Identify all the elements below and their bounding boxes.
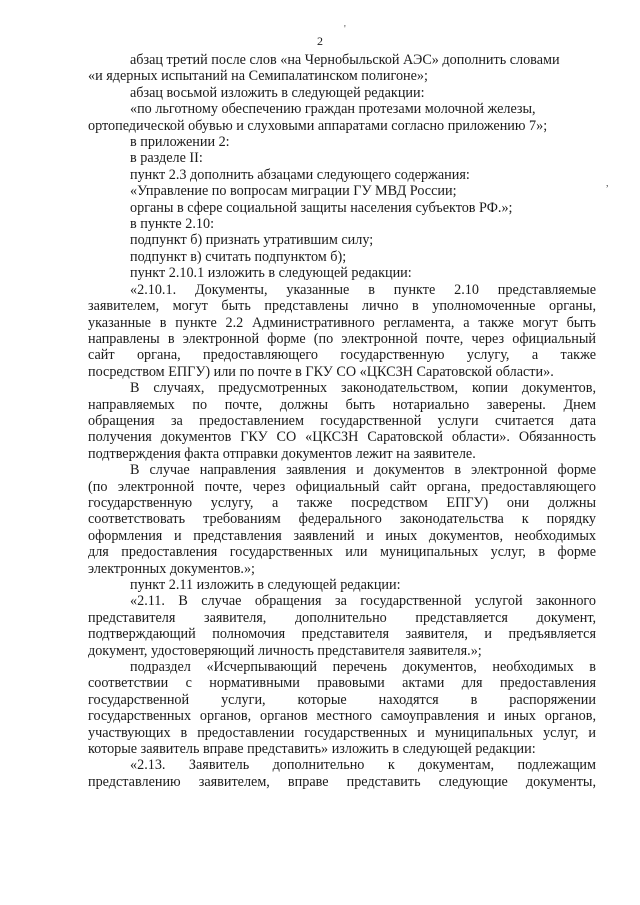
text-line: государственную услугу, а также посредством ЕПГУ) они должны (88, 494, 596, 511)
text-line: для предоставления государственных или муниципальных услуг, в форме (88, 544, 596, 561)
text-line: представителя заявителя, дополнительно представляется документ, (88, 609, 596, 626)
text-line: «по льготному обеспечению граждан протезами молочной железы, (130, 101, 536, 118)
page-number: 2 (317, 34, 323, 48)
text-line: сайт органа, предоставляющего государственную услугу, а также (88, 347, 596, 364)
text-line: «Управление по вопросам миграции ГУ МВД России; (130, 183, 457, 200)
text-line: государственной услуги, которые находятся в распоряжении (88, 691, 596, 708)
text-line: «2.13. Заявитель дополнительно к документам, подлежащим (130, 757, 596, 774)
text-line: подтверждающий полномочия представителя заявителя, и предъявляется (88, 626, 596, 643)
text-line: пункт 2.3 дополнить абзацами следующего содержания: (130, 166, 470, 183)
text-line: органы в сфере социальной защиты населения субъектов РФ.»; (130, 199, 513, 216)
text-line: указанные в пункте 2.2 Административного регламента, а также могут быть (88, 314, 596, 331)
scan-mark: , (606, 178, 609, 189)
text-line: (по электронной почте, через официальный сайт органа, предоставляющего (88, 478, 596, 495)
text-line: В случае направления заявления и документов в электронной форме (130, 462, 596, 479)
text-line: оформления и представления заявлений и иных документов, необходимых (88, 527, 596, 544)
text-line: документ, удостоверяющий личность представителя заявителя.»; (88, 642, 482, 659)
text-line: пункт 2.11 изложить в следующей редакции: (130, 577, 401, 593)
text-line: соответствовать требованиям федерального законодательства к порядку (88, 511, 596, 528)
text-line: в разделе II: (130, 150, 203, 167)
text-line: электронных документов.»; (88, 560, 256, 577)
text-line: представлению заявителем, вправе представить следующие документы, (88, 773, 596, 790)
text-line: обращения за предоставлением государственной услуги считается дата (88, 412, 596, 429)
text-line: получения документов ГКУ СО «ЦКСЗН Саратовской области». Обязанность (88, 429, 596, 446)
text-line: абзац третий после слов «на Чернобыльской АЭС» дополнить словами (130, 52, 560, 68)
text-line: заявителем, могут быть представлены лично в уполномоченные органы, (88, 298, 596, 315)
text-line: соответствии с нормативными правовыми актами для предоставления (88, 675, 596, 692)
text-line: «и ядерных испытаний на Семипалатинском полигоне»; (88, 68, 428, 85)
text-line: подпункт б) признать утратившим силу; (130, 232, 374, 249)
scan-mark: ' (344, 24, 346, 35)
text-line: которые заявитель вправе представить» изложить в следующей редакции: (88, 741, 536, 758)
text-line: направлены в электронной форме (по электронной почте, через официальный (88, 330, 596, 347)
text-line: подпункт в) считать подпунктом б); (130, 248, 347, 265)
text-line: в приложении 2: (130, 134, 230, 151)
text-line: посредством ЕПГУ) или по почте в ГКУ СО «ЦКСЗН Саратовской области». (88, 363, 554, 380)
text-line: пункт 2.10.1 изложить в следующей редакции: (130, 265, 412, 282)
text-line: В случаях, предусмотренных законодательством, копии документов, (130, 380, 596, 397)
text-line: подтверждения факта отправки документов лежит на заявителе. (88, 445, 476, 462)
text-line: «2.11. В случае обращения за государственной услугой законного (130, 593, 596, 610)
text-line: участвующих в предоставлении государственных и муниципальных услуг, и (88, 724, 596, 741)
document-body (88, 52, 596, 790)
text-line: абзац восьмой изложить в следующей редакции: (130, 84, 425, 101)
text-line: государственных органов, органов местного самоуправления и иных органов, (88, 708, 596, 725)
text-line: ортопедической обувью и слуховыми аппаратами согласно приложению 7»; (88, 117, 548, 134)
text-line: подраздел «Исчерпывающий перечень документов, необходимых в (130, 659, 596, 676)
text-line: «2.10.1. Документы, указанные в пункте 2.10 представляемые (130, 281, 596, 298)
text-line: в пункте 2.10: (130, 216, 215, 233)
text-line: направляемых по почте, должны быть нотариально заверены. Днем (88, 396, 596, 413)
